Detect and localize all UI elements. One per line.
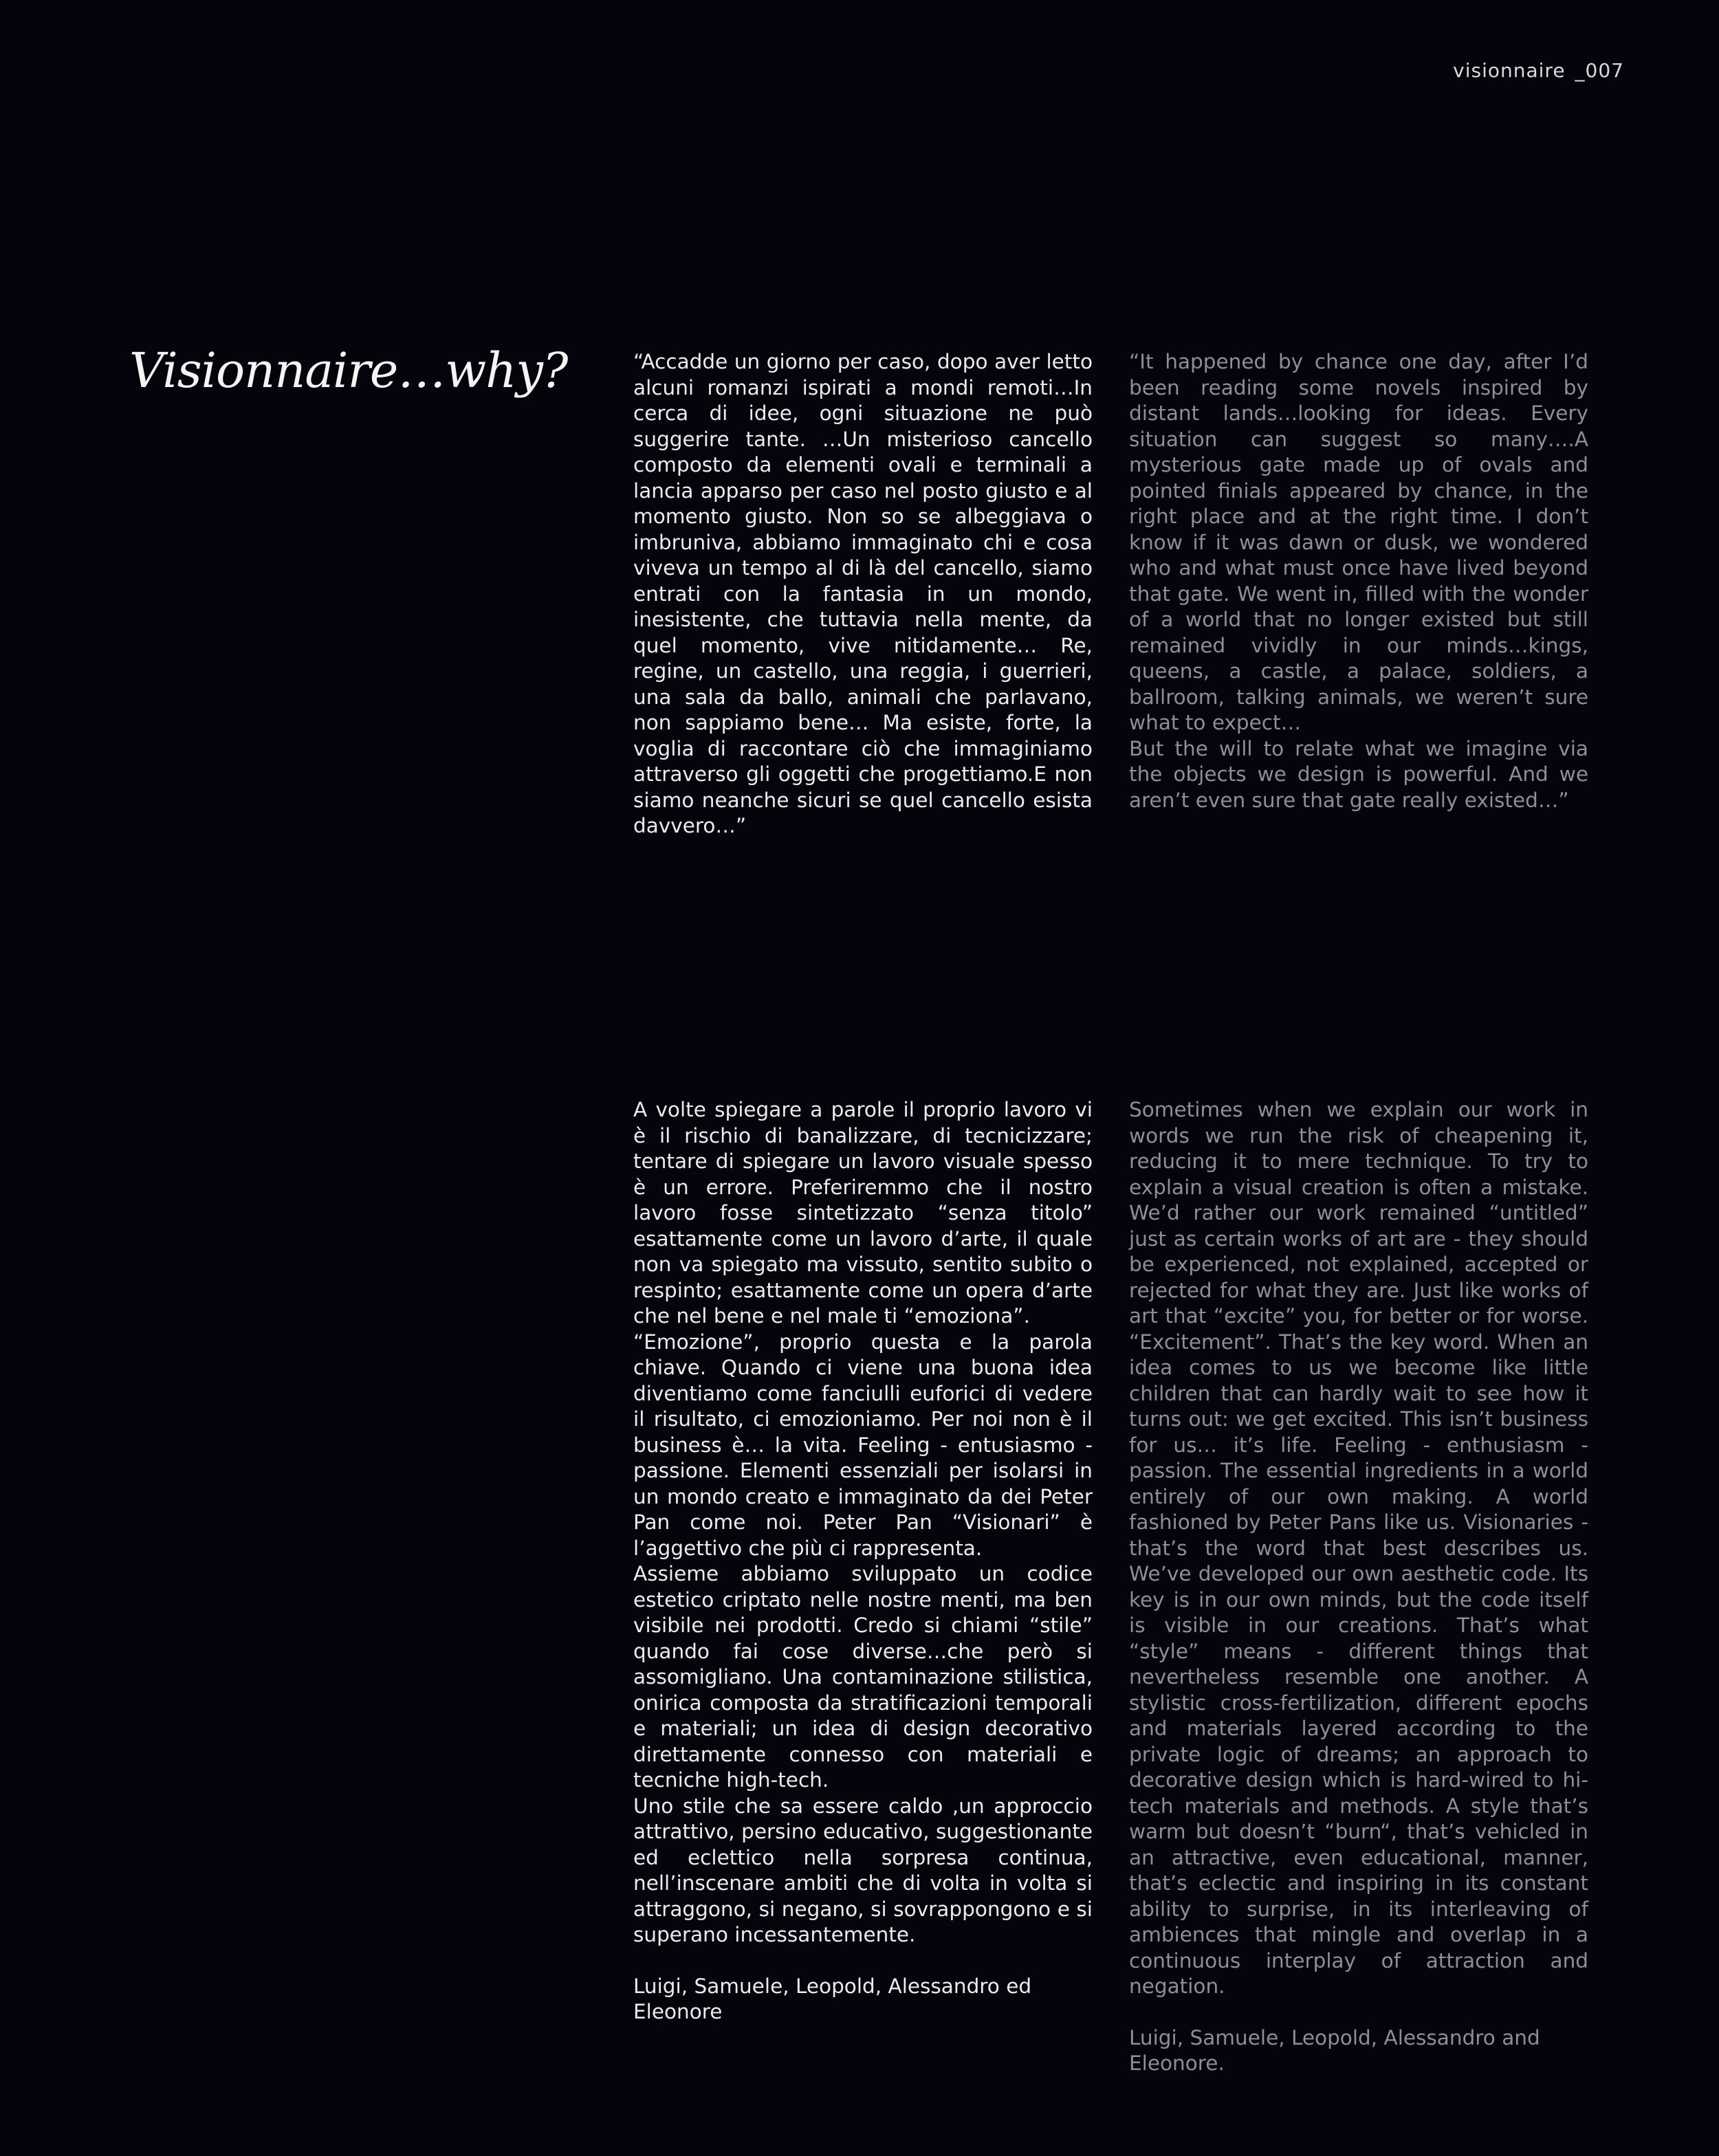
manifesto-english-column: [1129, 1097, 1588, 2077]
intro-english-paragraph: “It happened by chance one day, after I’d been reading some novels inspired by distant lands…looking for ideas. Every situation can suggest so many….A mysterious gate made up of ovals and pointed finials appeared by chance, in the right place and at the right time. I don’t know if it was dawn or dusk, we wondered who and what must once have lived beyond that gate. We went in, filled with the wonder of a world that no longer existed but still remained vividly in our minds…kings, queens, a castle, a palace, soldiers, a ballroom, talking animals, we weren’t sure what to expect…: [1129, 350, 1588, 734]
intro-italian-paragraph: “Accadde un giorno per caso, dopo aver letto alcuni romanzi ispirati a mondi remoti…In cerca di idee, ogni situazione ne può suggerire tante. …Un misterioso cancello composto da elementi ovali e terminali a lancia apparso per caso nel posto giusto e al momento giusto. Non so se albeggiava o imbruniva, abbiamo immaginato chi e cosa viveva un tempo al di là del cancello, siamo entrati con la fantasia in un mondo, inesistente, che tuttavia nella mente, da quel momento, vive nitidamente… Re, regine, un castello, una reggia, i guerrieri, una sala da ballo, animali che parlavano, non sappiamo bene… Ma esiste, forte, la voglia di raccontare ciò che immaginiamo attraverso gli oggetti che progettiamo.E non siamo neanche sicuri se quel cancello esista davvero…”: [633, 350, 1093, 837]
manifesto-italian-paragraph: “Emozione”, proprio questa e la parola chiave. Quando ci viene una buona idea diventiamo come fanciulli euforici di vedere il risultato, ci emozioniamo. Per noi non è il business è… la vita. Feeling - entusiasmo - passione. Elementi essenziali per isolarsi in un mondo creato e immaginato da dei Peter Pan come noi. Peter Pan “Visionari” è l’aggettivo che più ci rappresenta.: [633, 1330, 1093, 1560]
page-number: _007: [1575, 59, 1624, 82]
intro-english-column: [1129, 349, 1588, 813]
manifesto-italian-paragraph: Uno stile che sa essere caldo ,un approccio attrattivo, persino educativo, suggestionante ed eclettico nella sorpresa continua, nell’inscenare ambiti che di volta in volta si attraggono, si negano, si sovrappongono e si superano incessantemente.: [633, 1794, 1093, 1946]
manifesto-italian-paragraph: A volte spiegare a parole il proprio lavoro vi è il rischio di banalizzare, di tecnicizzare; tentare di spiegare un lavoro visuale spesso è un errore. Preferiremmo che il nostro lavoro fosse sintetizzato “senza titolo” esattamente come un lavoro d’arte, il quale non va spiegato ma vissuto, sentito subito o respinto; esattamente come un opera d’arte che nel bene e nel male ti “emoziona”.: [633, 1098, 1093, 1328]
manifesto-english-paragraph: Sometimes when we explain our work in words we run the risk of cheapening it, reducing it to mere technique. To try to explain a visual creation is often a mistake. We’d rather our work remained “untitled” just as certain works of art are - they should be experienced, not explained, accepted or rejected for what they are. Just like works of art that “excite” you, for better or for worse. “Excitement”. That’s the key word. When an idea comes to us we become like little children that can hardly wait to see how it turns out: we get excited. This isn’t business for us… it’s life. Feeling - enthusiasm - passion. The essential ingredients in a world entirely of our own making. A world fashioned by Peter Pans like us. Visionaries - that’s the word that best describes us. We’ve developed our own aesthetic code. Its key is in our own minds, but the code itself is visible in our creations. That’s what “style” means - different things that nevertheless resemble one another. A stylistic cross-fertilization, different epochs and materials layered according to the private logic of dreams; an approach to decorative design which is hard-wired to hi-tech materials and methods. A style that’s warm but doesn’t “burn“, that’s vehicled in an attractive, even educational, manner, that’s eclectic and inspiring in its constant ability to surprise, in its interleaving of ambiences that mingle and overlap in a continuous interplay of attraction and negation.: [1129, 1098, 1588, 1998]
intro-english-paragraph: But the will to relate what we imagine via the objects we design is powerful. And we aren’t even sure that gate really existed…”: [1129, 736, 1588, 812]
manifesto-italian-paragraph: Assieme abbiamo sviluppato un codice estetico criptato nelle nostre menti, ma ben visibile nei prodotti. Credo si chiami “stile” quando fai cose diverse…che però si assomigliano. Una contaminazione stilistica, onirica composta da stratificazioni temporali e materiali; un idea di design decorativo direttamente connesso con materiali e tecniche high-tech.: [633, 1562, 1093, 1792]
manifesto-italian-column: [633, 1097, 1093, 2025]
page-folio: [1453, 59, 1624, 82]
brand-name: visionnaire: [1453, 59, 1566, 82]
english-signature: Luigi, Samuele, Leopold, Alessandro and Eleonore.: [1129, 2025, 1540, 2075]
page-title: Visionnaire…why?: [129, 342, 568, 399]
intro-italian-column: [633, 349, 1093, 839]
italian-signature: Luigi, Samuele, Leopold, Alessandro ed Eleonore: [633, 1974, 1032, 2023]
